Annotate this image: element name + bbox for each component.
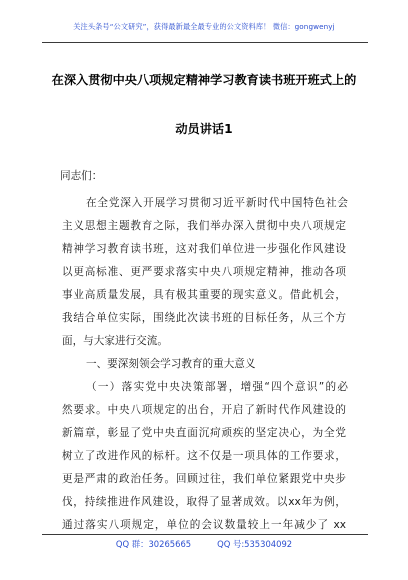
footer-divider	[42, 534, 368, 535]
salutation: 同志们：	[60, 170, 103, 182]
footer-contact	[0, 538, 408, 550]
paragraph-line: 以更高标准、更严要求落实中央八项规定精神，推动各项	[62, 266, 346, 278]
paragraph-line: 精神学习教育读书班，这对我们单位进一步强化作风建设	[62, 243, 346, 255]
paragraph-line: 在全党深入开展学习贯彻习近平新时代中国特色社会	[86, 197, 348, 209]
paragraph-line: 然要求。中央八项规定的出台，开启了新时代作风建设的	[62, 404, 346, 416]
paragraph-line: 主义思想主题教育之际，我们举办深入贯彻中央八项规定	[62, 220, 346, 232]
paragraph-line: （一）落实党中央决策部署，增强“四个意识”的必	[86, 381, 348, 393]
header-divider	[42, 42, 368, 43]
paragraph-line: 更是严肃的政治任务。回顾过往，我们单位紧跟党中央步	[62, 473, 346, 485]
paragraph-line: 事业高质量发展，具有极其重要的现实意义。借此机会，	[62, 289, 346, 301]
footer-qq-group: QQ 群：30265665	[115, 539, 192, 549]
paragraph-line: 我结合单位实际，围绕此次读书班的目标任务，从三个方	[62, 312, 346, 324]
section-heading: 一、要深刻领会学习教育的重大意义	[86, 358, 256, 370]
footer-qq-number: QQ 号:535304092	[217, 539, 293, 549]
paragraph-line: 通过落实八项规定，单位的会议数量较上一年减少了 xx	[62, 519, 346, 531]
header-banner: 关注头条号“公文研究”，获得最新最全最专业的公文资料库！ 微信：gongwenyj	[73, 22, 335, 31]
document-title-line-1: 在深入贯彻中央八项规定精神学习教育读书班开班式上的	[51, 73, 357, 87]
paragraph-line: 面，与大家进行交流。	[62, 335, 168, 347]
document-title-line-2: 动员讲话1	[175, 122, 233, 136]
paragraph-line: 伐，持续推进作风建设，取得了显著成效。以xx年为例，	[62, 496, 346, 508]
paragraph-line: 树立了改进作风的标杆。这不仅是一项具体的工作要求，	[62, 450, 346, 462]
paragraph-line: 新篇章，彰显了党中央直面沉疴顽疾的坚定决心，为全党	[62, 427, 346, 439]
